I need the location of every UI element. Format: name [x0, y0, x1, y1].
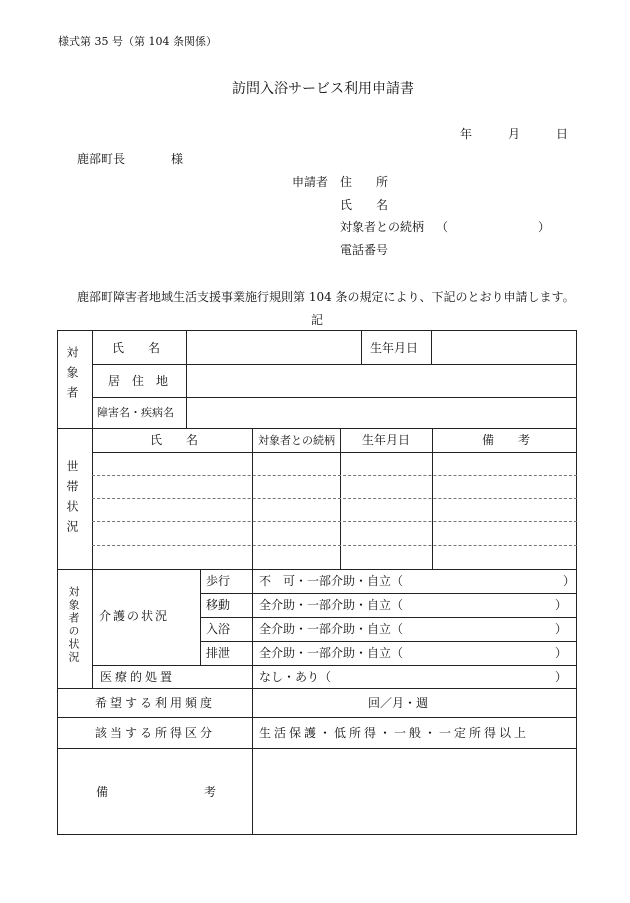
care-row-bathing-close: ）: [555, 622, 568, 636]
frequency-label: 希望する利用頻度: [95, 696, 216, 710]
subject-residence-label: 居 住 地: [108, 374, 169, 388]
form-number: 様式第 35 号（第 104 条関係）: [58, 35, 217, 48]
care-row-moving-label: 移動: [206, 598, 231, 612]
date-year: 年: [460, 127, 473, 141]
subject-disability-label: 障害名・疾病名: [97, 406, 174, 419]
subject-birthdate-value[interactable]: [435, 342, 573, 356]
care-row-excretion-options: 全介助・一部介助・自立（: [259, 646, 404, 660]
care-row-excretion-close: ）: [555, 646, 568, 660]
care-row-bathing-label: 入浴: [206, 622, 231, 636]
subject-group-label: 対象者: [65, 346, 79, 406]
income-value: 生活保護・低所得・一般・一定所得以上: [259, 726, 530, 740]
medical-treatment-label: 医療的処置: [100, 670, 176, 684]
household-header-birthdate: 生年月日: [362, 433, 411, 447]
subject-residence-value[interactable]: [190, 375, 573, 389]
paren-open: （: [436, 220, 449, 234]
care-row-moving-options: 全介助・一部介助・自立（: [259, 598, 404, 612]
household-header-relationship: 対象者との続柄: [258, 434, 335, 447]
remarks-field[interactable]: [256, 752, 572, 830]
care-row-moving-close: ）: [555, 598, 568, 612]
remarks-label-right: 考: [204, 785, 217, 799]
subject-birthdate-label: 生年月日: [370, 341, 419, 355]
household-group-label: 世帯状況: [65, 460, 79, 540]
applicant-address-label: 住 所: [340, 175, 389, 189]
condition-group-label: 対象者の状況: [67, 586, 80, 664]
medical-treatment-options: なし・あり（: [259, 670, 332, 684]
addressee-name: 鹿部町長: [77, 152, 126, 166]
applicant-phone-label: 電話番号: [340, 243, 389, 257]
household-header-name: 氏 名: [150, 433, 199, 447]
care-row-excretion-label: 排泄: [206, 646, 231, 660]
ki-label: 記: [311, 313, 324, 327]
applicant-name-label: 氏 名: [340, 198, 389, 212]
statement: 鹿部町障害者地域生活支援事業施行規則第 104 条の規定により、下記のとおり申請します。: [77, 290, 575, 304]
frequency-value: 回／月・週: [368, 696, 429, 710]
income-label: 該当する所得区分: [95, 726, 216, 740]
medical-treatment-close: ）: [555, 670, 568, 684]
care-row-walking-options: 不 可・一部介助・自立（: [259, 574, 404, 588]
paren-close: ）: [538, 220, 551, 234]
date-day: 日: [556, 127, 569, 141]
care-row-bathing-options: 全介助・一部介助・自立（: [259, 622, 404, 636]
subject-name-value[interactable]: [190, 342, 358, 356]
addressee-honorific: 様: [171, 152, 184, 166]
date-month: 月: [508, 127, 521, 141]
care-row-walking-label: 歩行: [206, 574, 231, 588]
care-status-label: 介護の状況: [99, 609, 170, 623]
subject-disability-value[interactable]: [190, 407, 573, 421]
subject-name-label: 氏 名: [112, 341, 161, 355]
page-title: 訪問入浴サービス利用申請書: [232, 81, 414, 97]
applicant-heading: 申請者: [292, 175, 329, 189]
applicant-relationship-label: 対象者との続柄: [340, 220, 425, 234]
care-row-walking-close: ）: [563, 574, 576, 588]
remarks-label-left: 備: [96, 785, 109, 799]
household-header-remarks: 備 考: [482, 433, 531, 447]
